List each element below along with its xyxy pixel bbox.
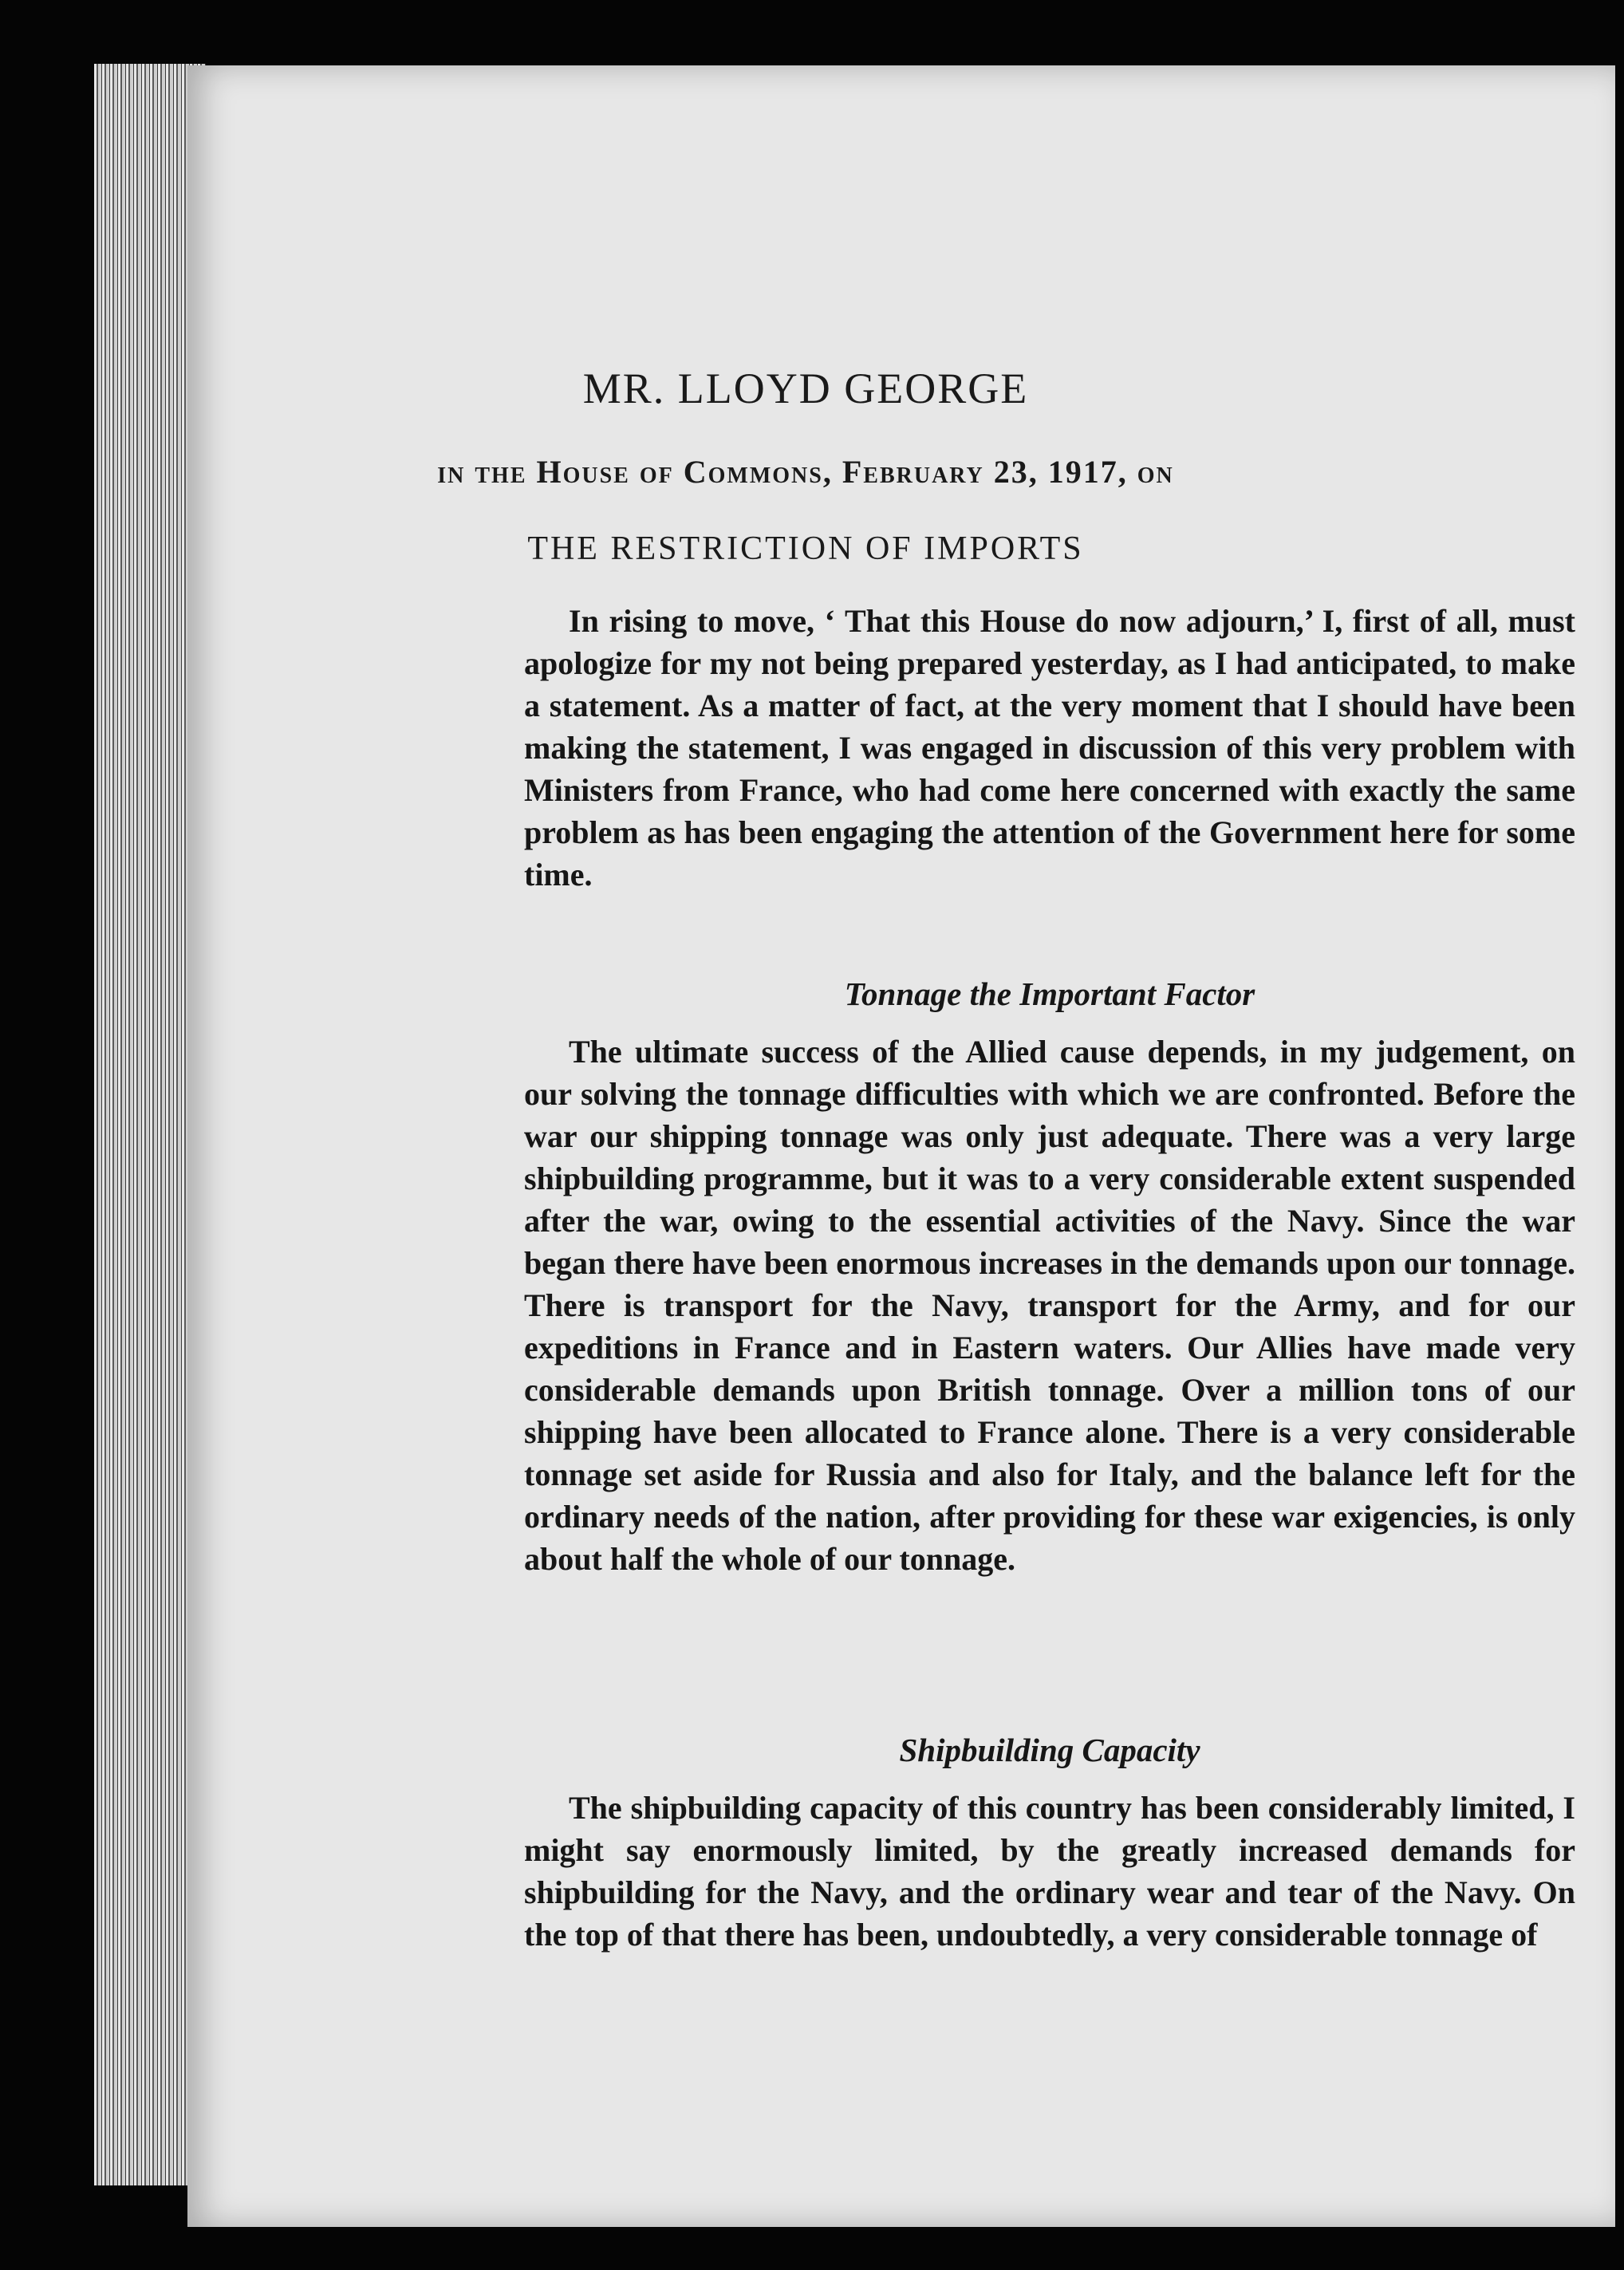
page-title: MR. LLOYD GEORGE xyxy=(582,365,1029,412)
section-heading-shipbuilding: Shipbuilding Capacity xyxy=(899,1732,1200,1768)
paragraph-2: The ultimate success of the Allied cause depends, in my judgement, on our solving the tonnage difficulties with which we are confronted. Before the war our shipping tonnage was only just adequate. There was a very large shipbuilding programme, but it was to a very considerable extent suspended after the war, owing to the essential activities of the Navy. Since the war began there have been enormous increases in the demands upon our tonnage. There is transport for the Navy, transport for the Army, and for our expeditions in France and in Eastern waters. Our Allies have made very considerable demands upon British tonnage. Over a million tons of our shipping have been allocated to France alone. There is a very considerable tonnage set aside for Russia and also for Italy, and the balance left for the ordinary needs of the nation, after providing for these war exigencies, is only about half the whole of our tonnage. xyxy=(524,1034,1575,1577)
paragraph-1: In rising to move, ‘ That this House do now adjourn,’ I, first of all, must apologize for my not being prepared yesterday, as I had anticipated, to make a statement. As a matter of fact, at the very moment that I should have been making the statement, I was engaged in discussion of this very problem with Ministers from France, who had come here concerned with exactly the same problem as has been engaging the attention of the Government here for some time. xyxy=(524,603,1575,893)
section-heading-tonnage: Tonnage the Important Factor xyxy=(844,975,1255,1012)
page-subtitle: in the House of Commons, February 23, 1917, on xyxy=(437,454,1174,490)
page-subject: THE RESTRICTION OF IMPORTS xyxy=(527,530,1084,567)
paragraph-3: The shipbuilding capacity of this country has been considerably limited, I might say enormously limited, by the greatly increased demands for shipbuilding for the Navy, and the ordinary wear and tear of the Navy. On the top of that there has been, undoubtedly, a very considerable tonnage of xyxy=(524,1790,1575,1953)
